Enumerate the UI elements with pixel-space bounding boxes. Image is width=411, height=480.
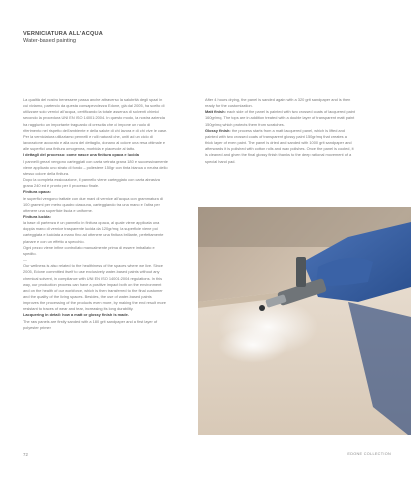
body-text-english-continued (205, 97, 355, 165)
spray-painting-photo (198, 207, 411, 435)
subheading: Finitura lucida: (23, 213, 51, 219)
section-heading (23, 31, 103, 45)
lead-label: Matt finish: (205, 109, 226, 115)
spray-painting-illustration (198, 207, 411, 435)
page-number: 72 (23, 452, 28, 457)
section-subtitle: Water-based painting (23, 38, 76, 44)
section-title: VERNICIATURA ALL’ACQUA (23, 31, 104, 37)
brand-name: EDONE COLLECTION (347, 452, 391, 456)
paragraph: le superfici vengono trattate con due mani di vernice all’acqua con grammatura di 100 grammi per metro quadro ciascuna, carteggiando tra una mano e l’altra per ottenere una superficie liscia e uniforme. (23, 195, 163, 213)
paragraph-text: each side of the panel is painted with two crossed coats of lacquered paint 160gr/mq. The tops are in addition treated with a double layer of transparent matt paint 150gr/mq which protects them from scratches. (205, 109, 355, 127)
paragraph-text: the process starts from a matt lacquered panel, which is lifted and painted with two crossed coats of transparent glossy paint 150gr/mq that creates a thick layer of even paint. The panel is dried and sanded with 1000 grit sandpaper and afterwards it is polished with cotton rolls and wax polishes. Once the panel is cooled, it is cleaned and given the final glossy finish thanks to the deep rational movement of a special hand pad. (205, 127, 354, 164)
subheading: I dettagli del processo: come nasce una finitura opaca e lucida (23, 152, 139, 158)
paragraph: Dopo la completa essiccazione, il pannello viene carteggiato con carta abrasiva grana 240 ed è pronto per il processo finale. (23, 177, 160, 189)
subheading: Finitura opaca: (23, 189, 51, 195)
paragraph: I pannelli grezzi vengono carteggiati con carta vetrata grana 180 e successivamente viene applicato uno strato di fondo – poliestere 150gr con tinta bianca o neutra dello stesso colore della finitura. (23, 158, 168, 176)
paragraph: — (23, 257, 27, 263)
paragraph: The raw panels are firstly sanded with a 180 grit sandpaper and a first layer of polyester primer (23, 318, 158, 330)
body-text-italian-english (23, 97, 168, 331)
paragraph (205, 128, 355, 165)
lead-label: Glossy finish: (205, 127, 231, 133)
paragraph (205, 109, 355, 127)
paragraph: Ogni pezzo viene infine controllato manualmente prima di essere imballato e spedito. (23, 244, 155, 256)
subheading: Lacquering in detail: how a matt or glossy finish is made. (23, 312, 129, 318)
paragraph: After 4 hours drying, the panel is sanded again with a 320 grit sandpaper and is then ready for the customization. (205, 97, 351, 109)
paragraph: La qualità del nostro benessere passa anche attraverso la salubrità degli spazi in cui viviamo, partendo da questa consapevolezza Edone, già dal 2005, ha scelto di utilizzare solo vernici all’acqua, certificando la totale assenza di solventi chimici secondo la procedura UNI EN ISO 14001:2004. In questo modo, la nostra azienda ha raggiunto un importante traguardo di crescita che ci impone un ruolo di riferimento nel rispetto dell’ambiente e della salute di chi lavora e di chi vive le case. Per la verniciatura utilizziamo pennelli e rulli naturali che, uniti ad un ciclo di lavorazione accurato e alla cura del dettaglio, donano al colore una resa ottimale e alle superfici una finitura omogenea, morbida e piacevole al tatto. (23, 97, 168, 152)
paragraph: Our wellness is also related to the healthiness of the spaces where we live. Since 2005, Edone committed itself to use exclusively water-based paints without any chemical solvent, in compliance with UNI EN ISO 14001:2004 regulations. In this way, our production process can have a positive impact both on the environment and on the health of our workforce, which is then transferred to the final customer and the quality of the living spaces. Besides, the use of water-based paints improves the processing of the products even more, by making the end result more resistant to traces of wear and tear, increasing its long durability. (23, 263, 166, 312)
paragraph: la base di partenza è un pannello in finitura opaca, al quale viene applicata una doppia mano di vernice trasparente lucida da 120gr/mq; la superficie viene poi carteggiata e lucidata a mano fino ad ottenere una finitura brillante, perfettamente planare e con un effetto a specchio. (23, 220, 164, 244)
